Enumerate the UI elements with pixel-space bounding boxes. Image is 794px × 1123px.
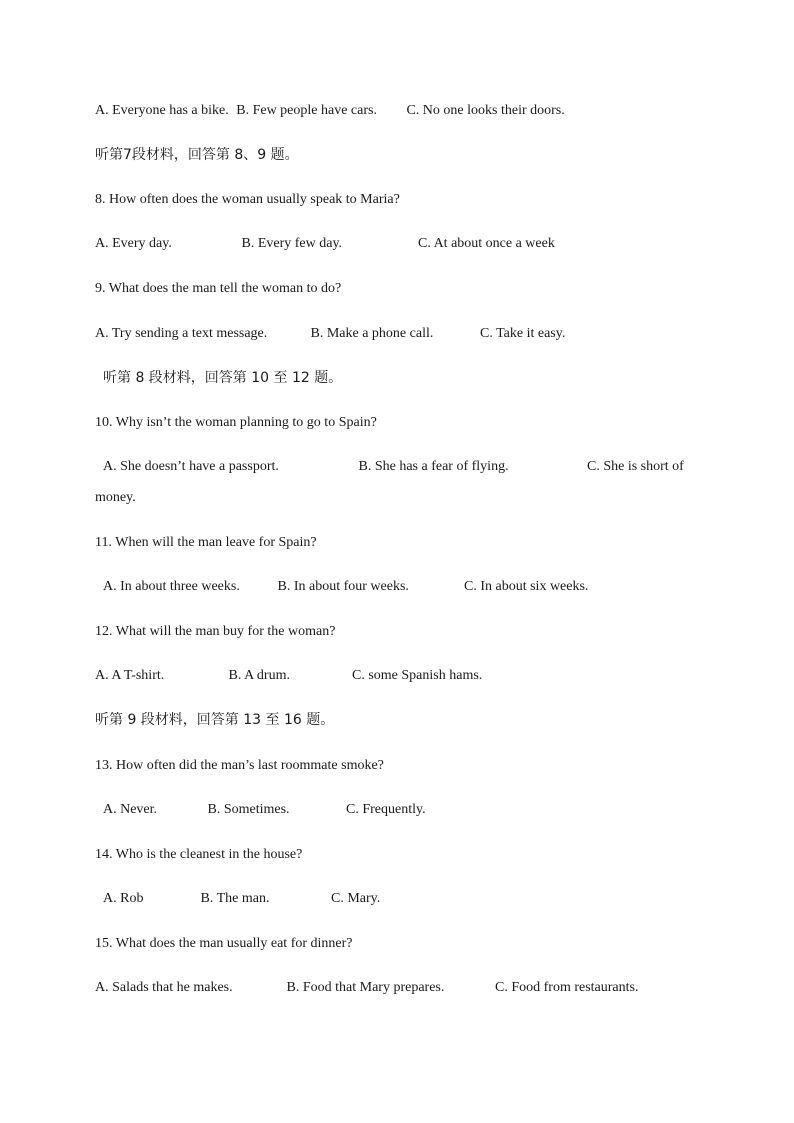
q14-question: 14. Who is the cleanest in the house? (95, 847, 303, 862)
q15-option-a: A. Salads that he makes. (95, 980, 233, 995)
q9-option-c: C. Take it easy. (480, 326, 566, 341)
q9-options (95, 325, 565, 343)
q14-option-b: B. The man. (200, 891, 270, 906)
q15-options (95, 979, 638, 997)
q10-option-c: C. She is short of (587, 459, 684, 474)
section-9-heading: 听第 9 段材料，回答第 13 至 16 题。 (95, 712, 335, 728)
q10-option-b: B. She has a fear of flying. (358, 459, 509, 474)
q12-option-b: B. A drum. (228, 668, 290, 683)
q11-option-b: B. In about four weeks. (277, 579, 409, 594)
q10-option-c-continued: money. (95, 490, 136, 505)
q7-options (95, 102, 565, 120)
q12-options (95, 667, 482, 685)
q11-option-c: C. In about six weeks. (464, 579, 589, 594)
q9-question: 9. What does the man tell the woman to do? (95, 281, 342, 296)
q8-option-a: A. Every day. (95, 236, 172, 251)
q15-option-c: C. Food from restaurants. (495, 980, 639, 995)
q11-options (103, 578, 588, 596)
q8-option-c: C. At about once a week (418, 236, 555, 251)
q8-options (95, 235, 555, 253)
q14-option-a: A. Rob (103, 891, 144, 906)
q7-option-c: C. No one looks their doors. (406, 103, 565, 118)
q15-option-b: B. Food that Mary prepares. (286, 980, 445, 995)
q15-question: 15. What does the man usually eat for dinner? (95, 936, 353, 951)
q14-options (103, 890, 380, 908)
q13-question: 13. How often did the man’s last roommate smoke? (95, 758, 384, 773)
q12-option-c: C. some Spanish hams. (352, 668, 483, 683)
q10-options (103, 458, 684, 476)
q7-option-b: B. Few people have cars. (236, 103, 377, 118)
q8-question: 8. How often does the woman usually speak to Maria? (95, 192, 400, 207)
q13-option-c: C. Frequently. (346, 802, 426, 817)
q12-question: 12. What will the man buy for the woman? (95, 624, 336, 639)
section-7-heading: 听第7段材料，回答第 8、9 题。 (95, 147, 299, 163)
q10-question: 10. Why isn’t the woman planning to go to Spain? (95, 415, 377, 430)
q9-option-b: B. Make a phone call. (310, 326, 434, 341)
q8-option-b: B. Every few day. (241, 236, 343, 251)
q13-option-a: A. Never. (103, 802, 158, 817)
q13-option-b: B. Sometimes. (207, 802, 290, 817)
q14-option-c: C. Mary. (331, 891, 381, 906)
q12-option-a: A. A T-shirt. (95, 668, 165, 683)
q13-options (103, 801, 426, 819)
q11-question: 11. When will the man leave for Spain? (95, 535, 317, 550)
q9-option-a: A. Try sending a text message. (95, 326, 268, 341)
q11-option-a: A. In about three weeks. (103, 579, 240, 594)
q7-option-a: A. Everyone has a bike. (95, 103, 229, 118)
q10-option-a: A. She doesn’t have a passport. (103, 459, 279, 474)
section-8-heading: 听第 8 段材料，回答第 10 至 12 题。 (103, 370, 343, 386)
